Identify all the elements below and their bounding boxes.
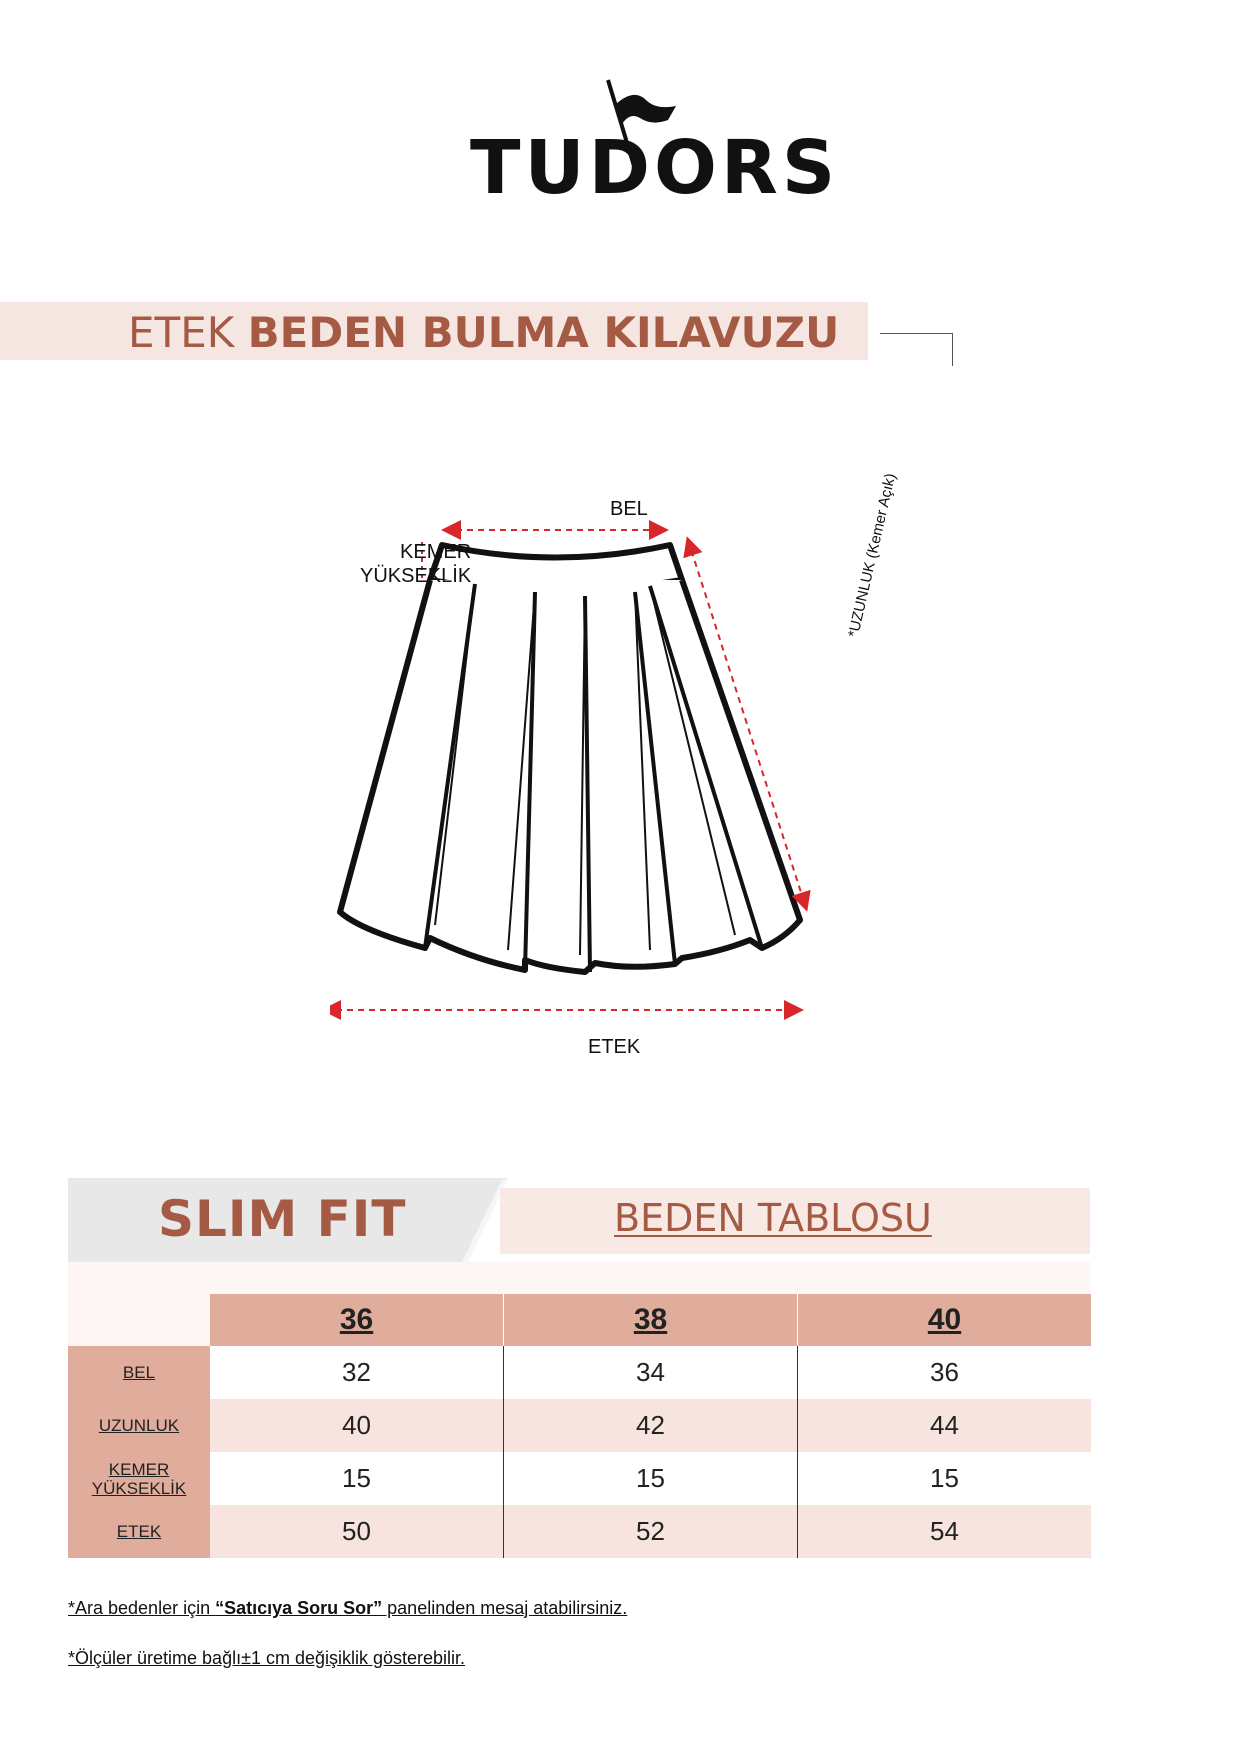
brand-logo xyxy=(470,70,840,211)
table-cell: 40 xyxy=(210,1399,504,1452)
table-cell: 15 xyxy=(210,1452,504,1505)
size-36: 36 xyxy=(210,1294,504,1346)
table-spacer xyxy=(68,1262,1090,1294)
page-title xyxy=(128,305,839,361)
note1-bold: “Satıcıya Soru Sor” xyxy=(215,1598,383,1618)
fit-label: SLIM FIT xyxy=(158,1190,407,1248)
label-kemer-line1: KEMER xyxy=(400,541,472,563)
table-row xyxy=(68,1452,1091,1505)
size-header-row xyxy=(68,1294,1091,1346)
row-label-text: BEL xyxy=(122,1363,156,1382)
table-row xyxy=(68,1399,1091,1452)
table-title: BEDEN TABLOSU xyxy=(614,1196,932,1240)
row-label-text: UZUNLUK xyxy=(98,1416,180,1435)
row-label-bel xyxy=(68,1346,210,1399)
table-cell: 44 xyxy=(798,1399,1092,1452)
skirt-diagram xyxy=(330,471,930,1070)
table-cell: 54 xyxy=(798,1505,1092,1558)
table-cell: 32 xyxy=(210,1346,504,1399)
row-label-kemer-yukseklik xyxy=(68,1452,210,1505)
note1-pre: *Ara bedenler için xyxy=(68,1598,216,1618)
label-kemer-yukseklik xyxy=(360,540,471,588)
row-label-etek xyxy=(68,1505,210,1558)
table-cell: 50 xyxy=(210,1505,504,1558)
row-label-text: KEMER xyxy=(108,1459,170,1479)
table-cell: 42 xyxy=(504,1399,798,1452)
label-uzunluk: *UZUNLUK (Kemer Açık) xyxy=(845,471,900,639)
logo-text: TUDORS xyxy=(470,125,840,211)
table-cell: 15 xyxy=(504,1452,798,1505)
table-row xyxy=(68,1346,1091,1399)
table-row xyxy=(68,1505,1091,1558)
size-table xyxy=(68,1294,1091,1558)
row-label-text: ETEK xyxy=(116,1522,162,1541)
row-label-text: YÜKSEKLİK xyxy=(91,1478,187,1498)
title-corner-line xyxy=(880,333,953,366)
note-intermediate-sizes xyxy=(68,1598,627,1619)
title-light: ETEK xyxy=(128,308,235,357)
table-cell: 36 xyxy=(798,1346,1092,1399)
note1-post: panelinden mesaj atabilirsiniz. xyxy=(382,1598,628,1618)
table-cell: 34 xyxy=(504,1346,798,1399)
size-38: 38 xyxy=(504,1294,798,1346)
title-bold: BEDEN BULMA KILAVUZU xyxy=(247,308,840,357)
table-cell: 15 xyxy=(798,1452,1092,1505)
table-cell: 52 xyxy=(504,1505,798,1558)
label-bel: BEL xyxy=(610,498,648,520)
note-tolerance: *Ölçüler üretime bağlı±1 cm değişiklik gösterebilir. xyxy=(68,1648,466,1668)
size-40: 40 xyxy=(798,1294,1092,1346)
label-etek: ETEK xyxy=(588,1036,641,1058)
table-corner xyxy=(68,1294,210,1346)
row-label-uzunluk xyxy=(68,1399,210,1452)
label-kemer-line2: YÜKSEKLİK xyxy=(360,565,472,587)
